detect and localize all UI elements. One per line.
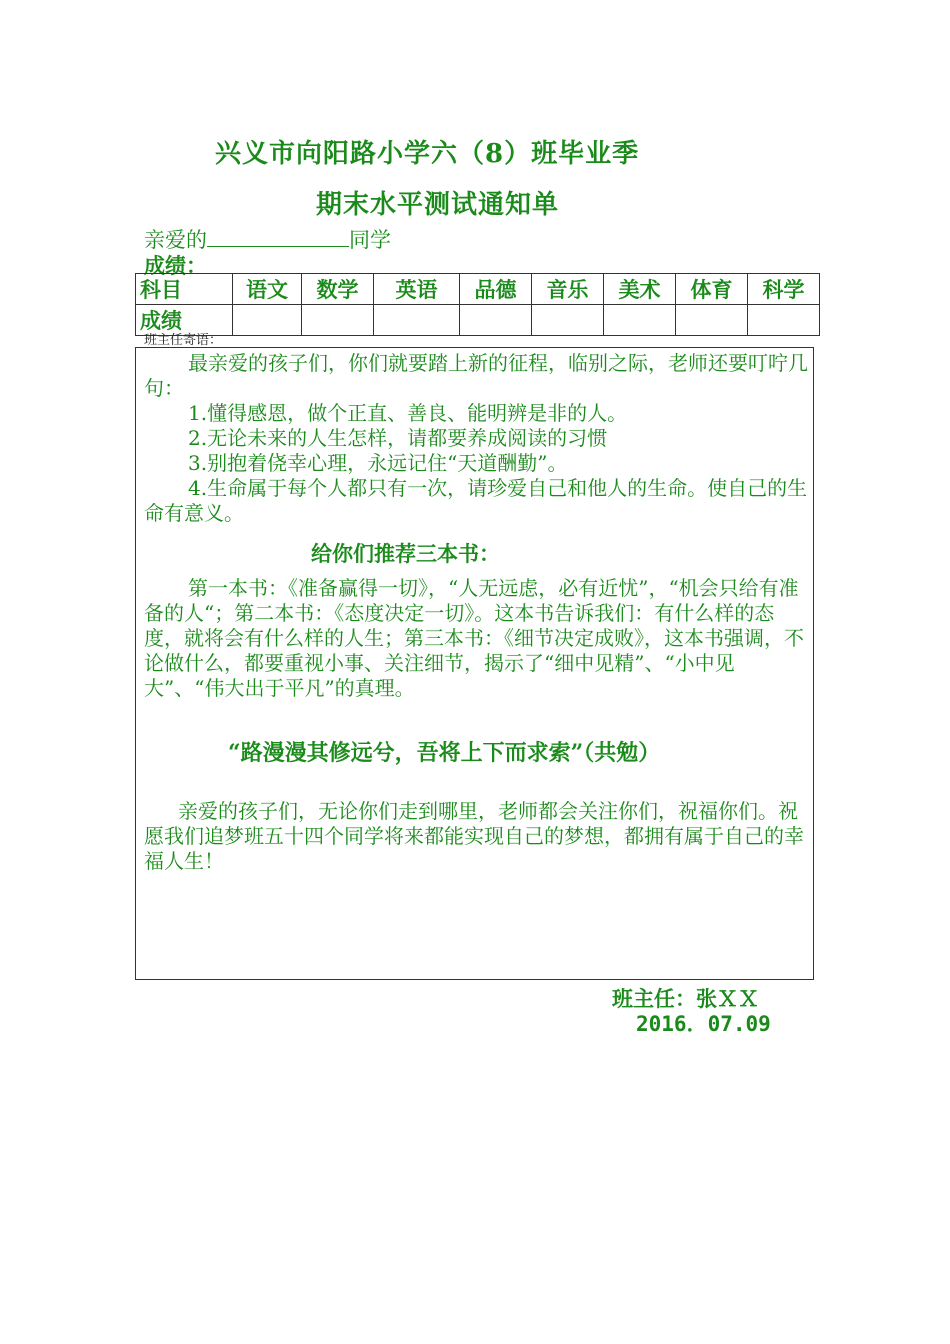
message-point-2: 2.无论未来的人生怎样，请都要养成阅读的习惯 bbox=[188, 426, 608, 450]
closing-paragraph: 亲爱的孩子们，无论你们走到哪里，老师都会关注你们，祝福你们。祝愿我们追梦班五十四个同学将来都能实现自己的梦想，都拥有属于自己的幸福人生！ bbox=[144, 799, 804, 873]
subject-cell: 体育 bbox=[676, 274, 748, 305]
message-point-1: 1.懂得感恩，做个正直、善良、能明辨是非的人。 bbox=[188, 401, 628, 425]
subject-cell: 数学 bbox=[302, 274, 374, 305]
grade-cell[interactable] bbox=[532, 305, 604, 336]
books-heading: 给你们推荐三本书： bbox=[311, 541, 500, 566]
title-line-2: 期末水平测试通知单 bbox=[316, 190, 560, 220]
row-head-grade: 成绩 bbox=[136, 305, 233, 336]
message-point-4: 4.生命属于每个人都只有一次，请珍爱自己和他人的生命。使自己的生命有意义。 bbox=[144, 476, 808, 525]
grade-cell[interactable] bbox=[374, 305, 460, 336]
subject-cell: 科学 bbox=[748, 274, 820, 305]
greeting-prefix: 亲爱的 bbox=[144, 228, 207, 252]
books-paragraph: 第一本书：《准备赢得一切》，“人无远虑，必有近忧”，“机会只给有准备的人“；第二本书：《态度决定一切》。这本书告诉我们：有什么样的态度，就将会有什么样的人生；第三本书：《细节决定成败》，这本书强调，不论做什么，都要重视小事、关注细节，揭示了“细中见精”、“小中见大”、“伟大出于平凡”的真理。 bbox=[144, 576, 804, 700]
signature-date: 2016．07.09 bbox=[636, 1012, 771, 1036]
greeting-suffix: 同学 bbox=[349, 228, 391, 252]
title-line-1: 兴义市向阳路小学六（8）班毕业季 bbox=[215, 139, 640, 169]
grade-cell[interactable] bbox=[460, 305, 532, 336]
grade-cell[interactable] bbox=[233, 305, 302, 336]
message-intro: 最亲爱的孩子们，你们就要踏上新的征程，临别之际，老师还要叮咛几句： bbox=[144, 351, 808, 400]
grade-cell[interactable] bbox=[676, 305, 748, 336]
subject-cell: 音乐 bbox=[532, 274, 604, 305]
message-point-3: 3.别抱着侥幸心理，永远记住“天道酬勤”。 bbox=[188, 451, 568, 475]
grade-cell[interactable] bbox=[748, 305, 820, 336]
scores-table bbox=[135, 273, 820, 336]
subject-cell: 语文 bbox=[233, 274, 302, 305]
teacher-signature: 班主任：张ＸＸ bbox=[612, 986, 759, 1011]
grade-cell[interactable] bbox=[604, 305, 676, 336]
row-head-subject: 科目 bbox=[136, 274, 233, 305]
scores-label: 成绩： bbox=[144, 253, 207, 278]
subjects-row bbox=[136, 274, 820, 305]
subject-cell: 英语 bbox=[374, 274, 460, 305]
grade-cell[interactable] bbox=[302, 305, 374, 336]
subject-cell: 品德 bbox=[460, 274, 532, 305]
motto: “路漫漫其修远兮，吾将上下而求索”（共勉） bbox=[228, 740, 661, 766]
teacher-message-label: 班主任寄语： bbox=[144, 333, 223, 348]
subject-cell: 美术 bbox=[604, 274, 676, 305]
student-name-blank[interactable] bbox=[207, 226, 349, 247]
grades-row bbox=[136, 305, 820, 336]
